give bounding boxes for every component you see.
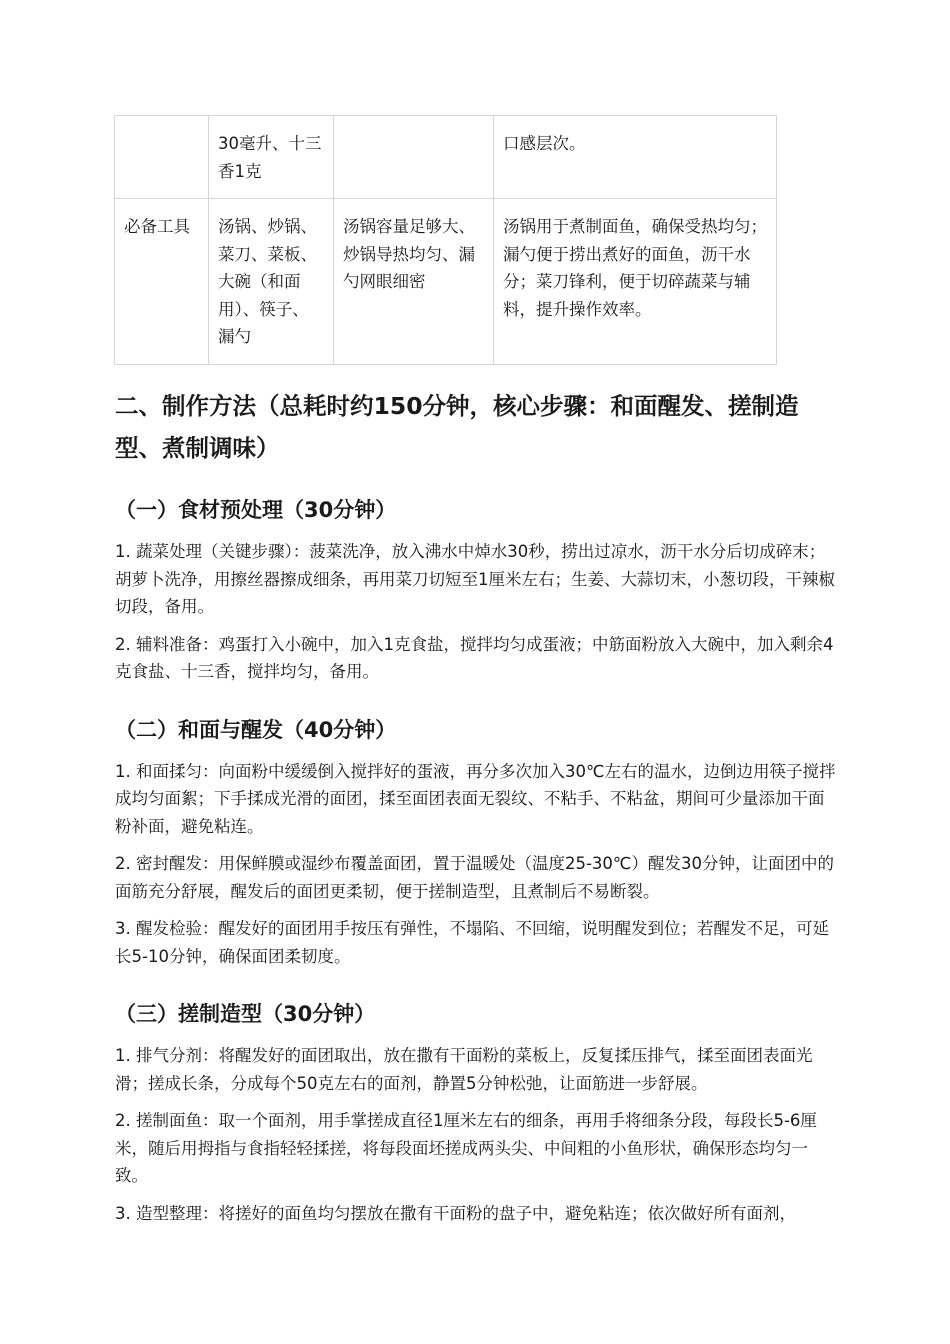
step-paragraph: 1. 排气分剂：将醒发好的面团取出，放在撒有干面粉的菜板上，反复揉压排气，揉至面团表面光滑；搓成长条，分成每个50克左右的面剂，静置5分钟松弛，让面筋进一步舒展。: [115, 1046, 813, 1093]
step-paragraph: 3. 醒发检验：醒发好的面团用手按压有弹性，不塌陷、不回缩，说明醒发到位；若醒发不足，可延长5-10分钟，确保面团柔韧度。: [115, 919, 829, 966]
table-cell-category: [115, 116, 209, 199]
section-heading: 二、制作方法（总耗时约150分钟，核心步骤：和面醒发、搓制造型、煮制调味）: [115, 392, 799, 462]
step-paragraph: 1. 和面揉匀：向面粉中缓缓倒入搅拌好的蛋液，再分多次加入30℃左右的温水，边倒边用筷子搅拌成均匀面絮；下手揉成光滑的面团，揉至面团表面无裂纹、不粘手、不粘盆，期间可少量添加干面粉补面，避免粘连。: [115, 761, 836, 836]
table-cell-requirements: [334, 116, 494, 199]
subsection-heading-prep: （一）食材预处理（30分钟）: [115, 498, 397, 522]
table-cell-category: 必备工具: [115, 199, 209, 365]
table-cell-notes: 汤锅用于煮制面鱼，确保受热均匀；漏勺便于捞出煮好的面鱼，沥干水分；菜刀锋利，便于切碎蔬菜与辅料，提升操作效率。: [494, 199, 777, 365]
table-cell-notes: 口感层次。: [494, 116, 777, 199]
step-paragraph: 2. 辅料准备：鸡蛋打入小碗中，加入1克食盐，搅拌均匀成蛋液；中筋面粉放入大碗中，加入剩余4克食盐、十三香，搅拌均匀，备用。: [115, 634, 834, 681]
step-paragraph: 3. 造型整理：将搓好的面鱼均匀摆放在撒有干面粉的盘子中，避免粘连；依次做好所有面剂，: [115, 1203, 796, 1223]
subsection-heading-dough: （二）和面与醒发（40分钟）: [115, 717, 397, 742]
table-row: [115, 116, 777, 199]
step-paragraph: 2. 搓制面鱼：取一个面剂，用手掌搓成直径1厘米左右的细条，再用手将细条分段，每段长5-6厘米，随后用拇指与食指轻轻揉搓，将每段面坯搓成两头尖、中间粗的小鱼形状，确保形态均匀一致。: [115, 1111, 817, 1185]
ingredients-tools-table: [114, 115, 777, 365]
table-cell-items: 30毫升、十三香1克: [209, 116, 334, 199]
table-cell-requirements: 汤锅容量足够大、炒锅导热均匀、漏勺网眼细密: [334, 199, 494, 365]
step-paragraph: 2. 密封醒发：用保鲜膜或湿纱布覆盖面团，置于温暖处（温度25-30℃）醒发30分钟，让面团中的面筋充分舒展，醒发后的面团更柔韧，便于搓制造型，且煮制后不易断裂。: [115, 854, 834, 901]
table-cell-items: 汤锅、炒锅、菜刀、菜板、大碗（和面用）、筷子、漏勺: [209, 199, 334, 365]
subsection-heading-shaping: （三）搓制造型（30分钟）: [115, 1002, 376, 1026]
method-section: [115, 385, 837, 1237]
step-paragraph: 1. 蔬菜处理（关键步骤）：菠菜洗净，放入沸水中焯水30秒，捞出过凉水，沥干水分后切成碎末；胡萝卜洗净，用擦丝器擦成细条，再用菜刀切短至1厘米左右；生姜、大蒜切末，小葱切段，干辣椒切段，备用。: [115, 542, 835, 616]
table-row: [115, 199, 777, 365]
